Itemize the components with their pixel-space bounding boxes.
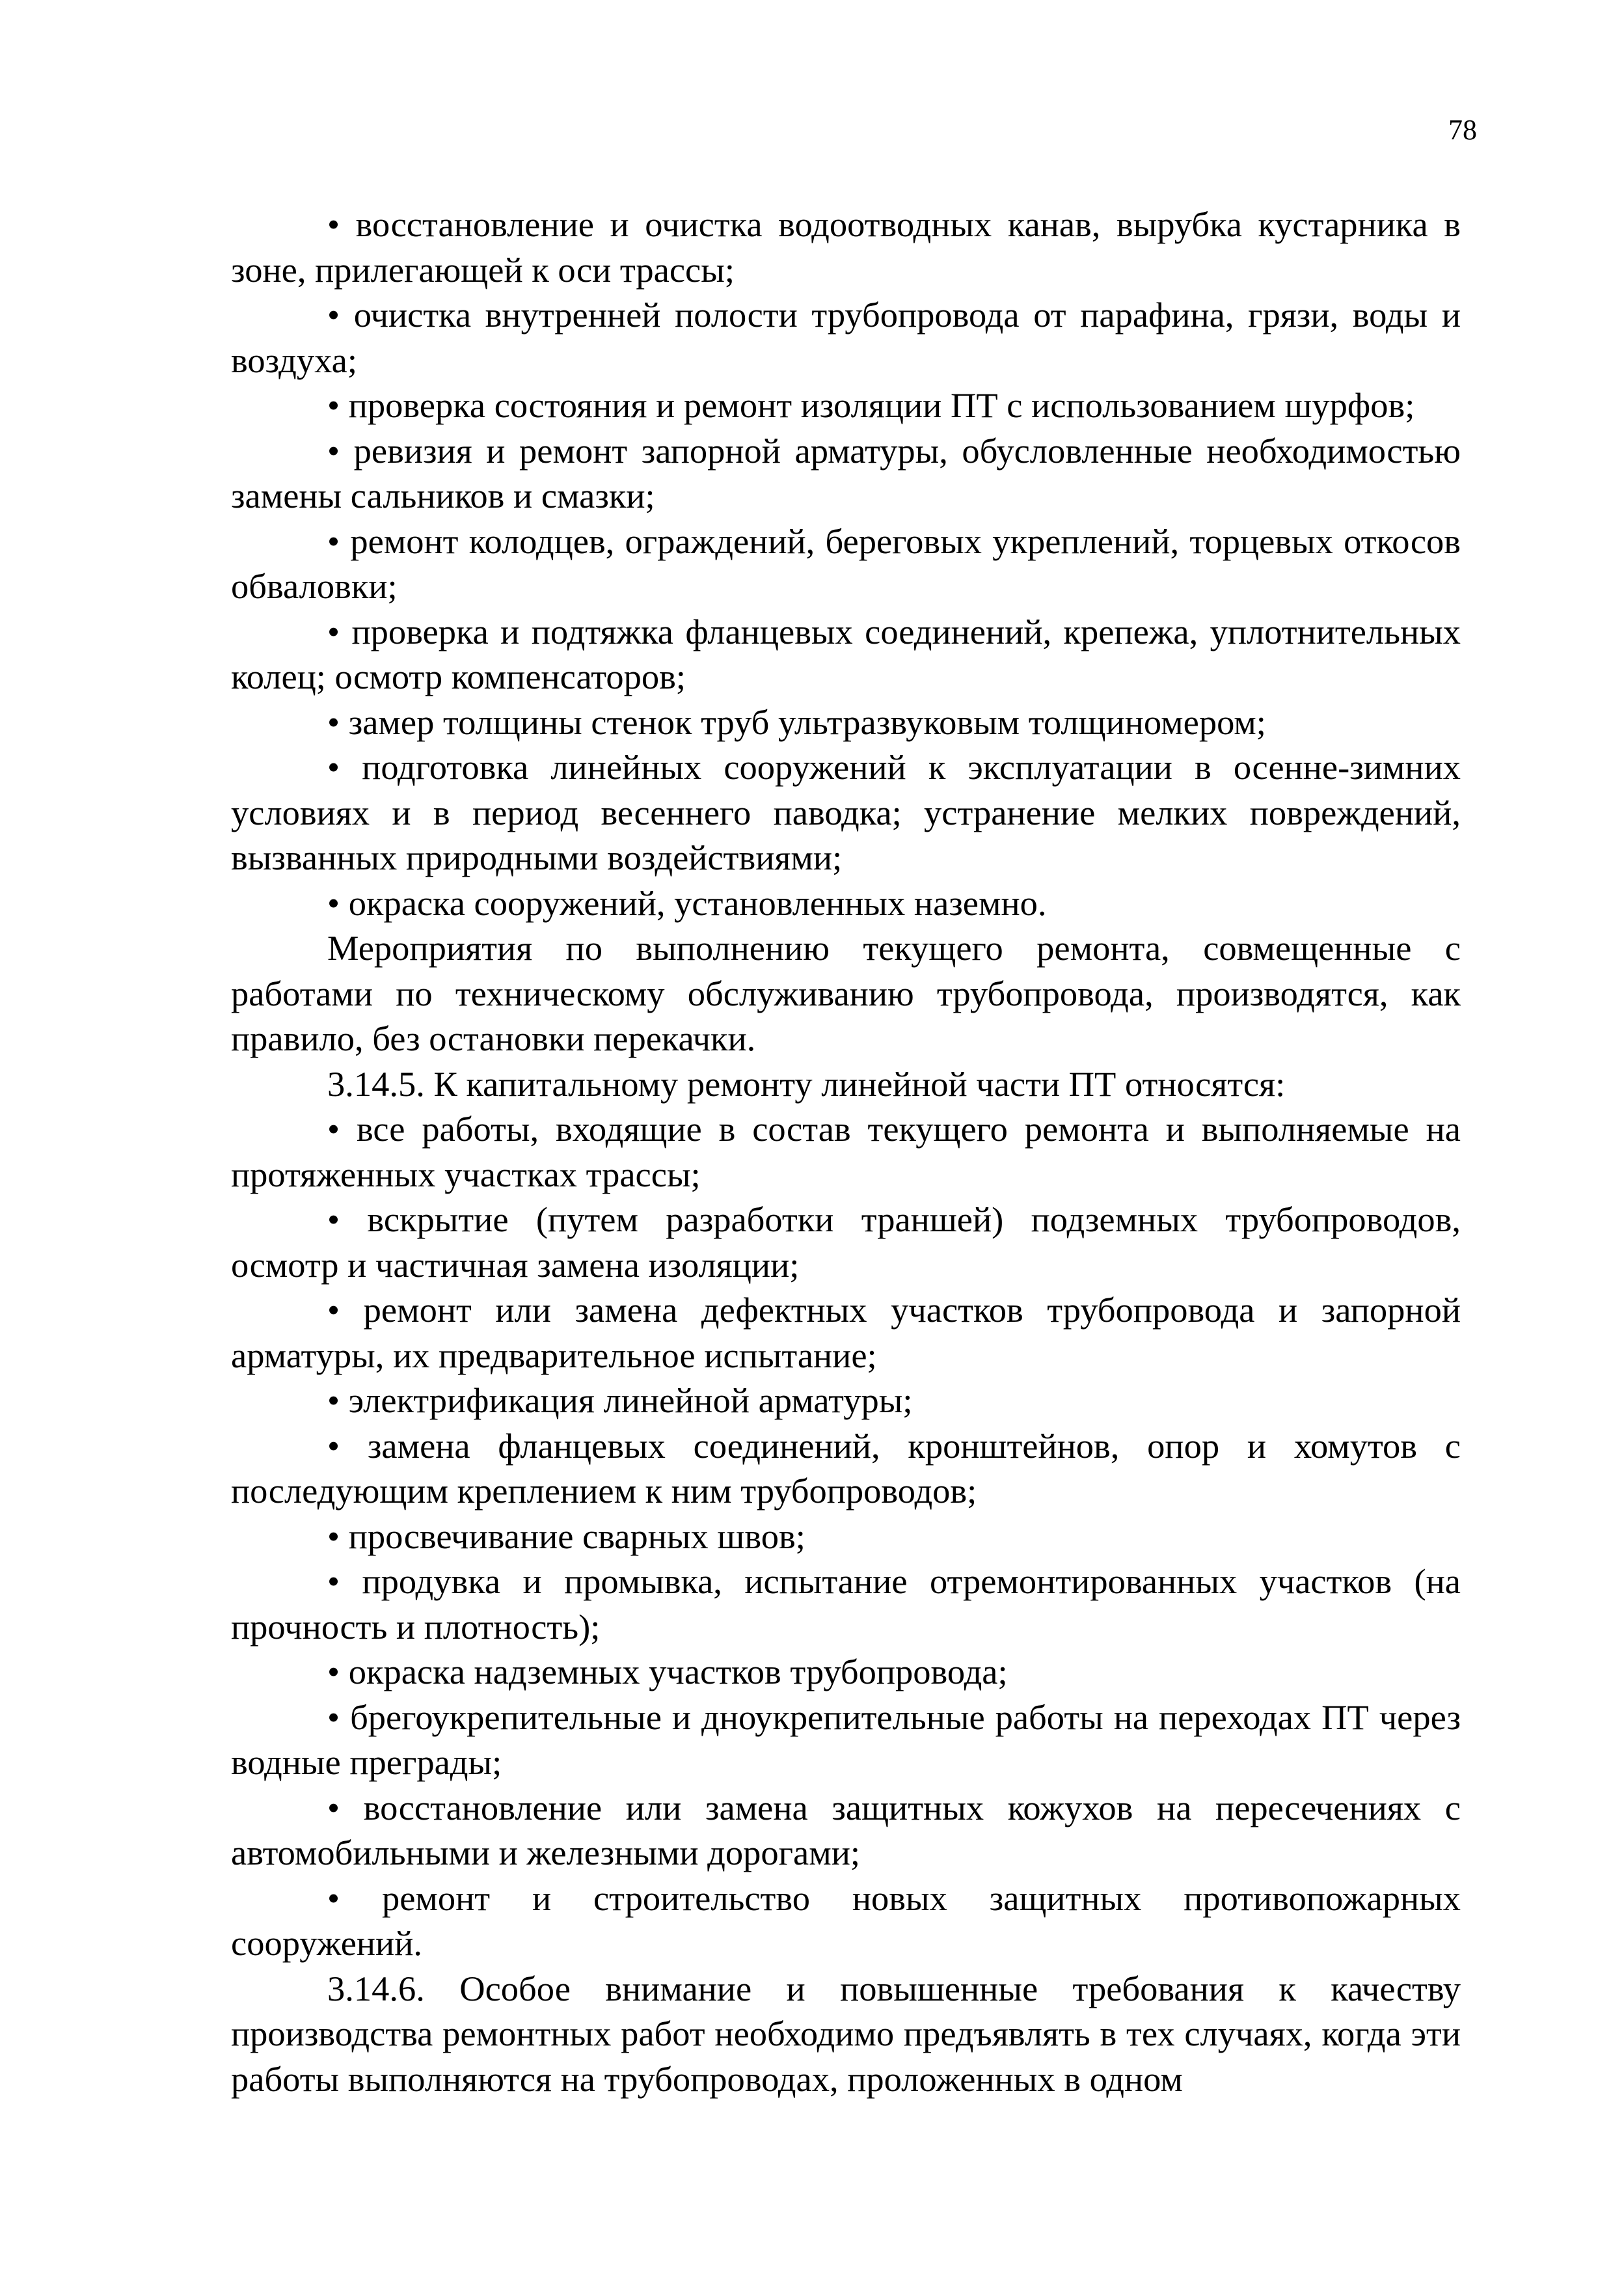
bullet-item: • ревизия и ремонт запорной арматуры, обусловленные необходимостью замены сальников и смазки; — [231, 428, 1461, 519]
bullet-item: • ремонт или замена дефектных участков трубопровода и запорной арматуры, их предварительное испытание; — [231, 1287, 1461, 1378]
page-number: 78 — [1448, 114, 1477, 146]
body-text — [231, 202, 1461, 2101]
bullet-item: • окраска сооружений, установленных наземно. — [231, 881, 1461, 926]
paragraph: Мероприятия по выполнению текущего ремонта, совмещенные с работами по техническому обслуживанию трубопровода, производятся, как правило, без остановки перекачки. — [231, 928, 1461, 1058]
bullet-item: • окраска надземных участков трубопровода; — [231, 1649, 1461, 1695]
bullet-item: • восстановление или замена защитных кожухов на пересечениях с автомобильными и железными дорогами; — [231, 1785, 1461, 1876]
bullet-item: • продувка и промывка, испытание отремонтированных участков (на прочность и плотность); — [231, 1559, 1461, 1649]
bullet-item: • все работы, входящие в состав текущего ремонта и выполняемые на протяженных участках трассы; — [231, 1106, 1461, 1197]
bullet-item: • электрификация линейной арматуры; — [231, 1378, 1461, 1423]
bullet-item: • проверка и подтяжка фланцевых соединений, крепежа, уплотнительных колец; осмотр компенсаторов; — [231, 609, 1461, 700]
bullet-item: • просвечивание сварных швов; — [231, 1514, 1461, 1559]
bullet-item: • ремонт и строительство новых защитных противопожарных сооружений. — [231, 1876, 1461, 1966]
bullet-item: • подготовка линейных сооружений к эксплуатации в осенне-зимних условиях и в период весеннего паводка; устранение мелких повреждений, вызванных природными воздействиями; — [231, 745, 1461, 881]
bullet-item: • вскрытие (путем разработки траншей) подземных трубопроводов, осмотр и частичная замена изоляции; — [231, 1197, 1461, 1287]
bullet-item: • ремонт колодцев, ограждений, береговых укреплений, торцевых откосов обваловки; — [231, 519, 1461, 609]
bullet-item: • очистка внутренней полости трубопровода от парафина, грязи, воды и воздуха; — [231, 292, 1461, 383]
bullet-item: • восстановление и очистка водоотводных канав, вырубка кустарника в зоне, прилегающей к оси трассы; — [231, 202, 1461, 292]
section-heading-paragraph: 3.14.5. К капитальному ремонту линейной части ПТ относятся: — [327, 1063, 1286, 1104]
section-heading-paragraph: 3.14.6. Особое внимание и повышенные требования к качеству производства ремонтных работ необходимо предъявлять в тех случаях, когда эти работы выполняются на трубопроводах, проложенных в одном — [231, 1968, 1461, 2099]
bullet-item: • брегоукрепительные и дноукрепительные работы на переходах ПТ через водные преграды; — [231, 1695, 1461, 1785]
bullet-item: • проверка состояния и ремонт изоляции ПТ с использованием шурфов; — [231, 383, 1461, 428]
bullet-item: • замена фланцевых соединений, кронштейнов, опор и хомутов с последующим креплением к ним трубопроводов; — [231, 1423, 1461, 1514]
bullet-item: • замер толщины стенок труб ультразвуковым толщиномером; — [231, 700, 1461, 745]
